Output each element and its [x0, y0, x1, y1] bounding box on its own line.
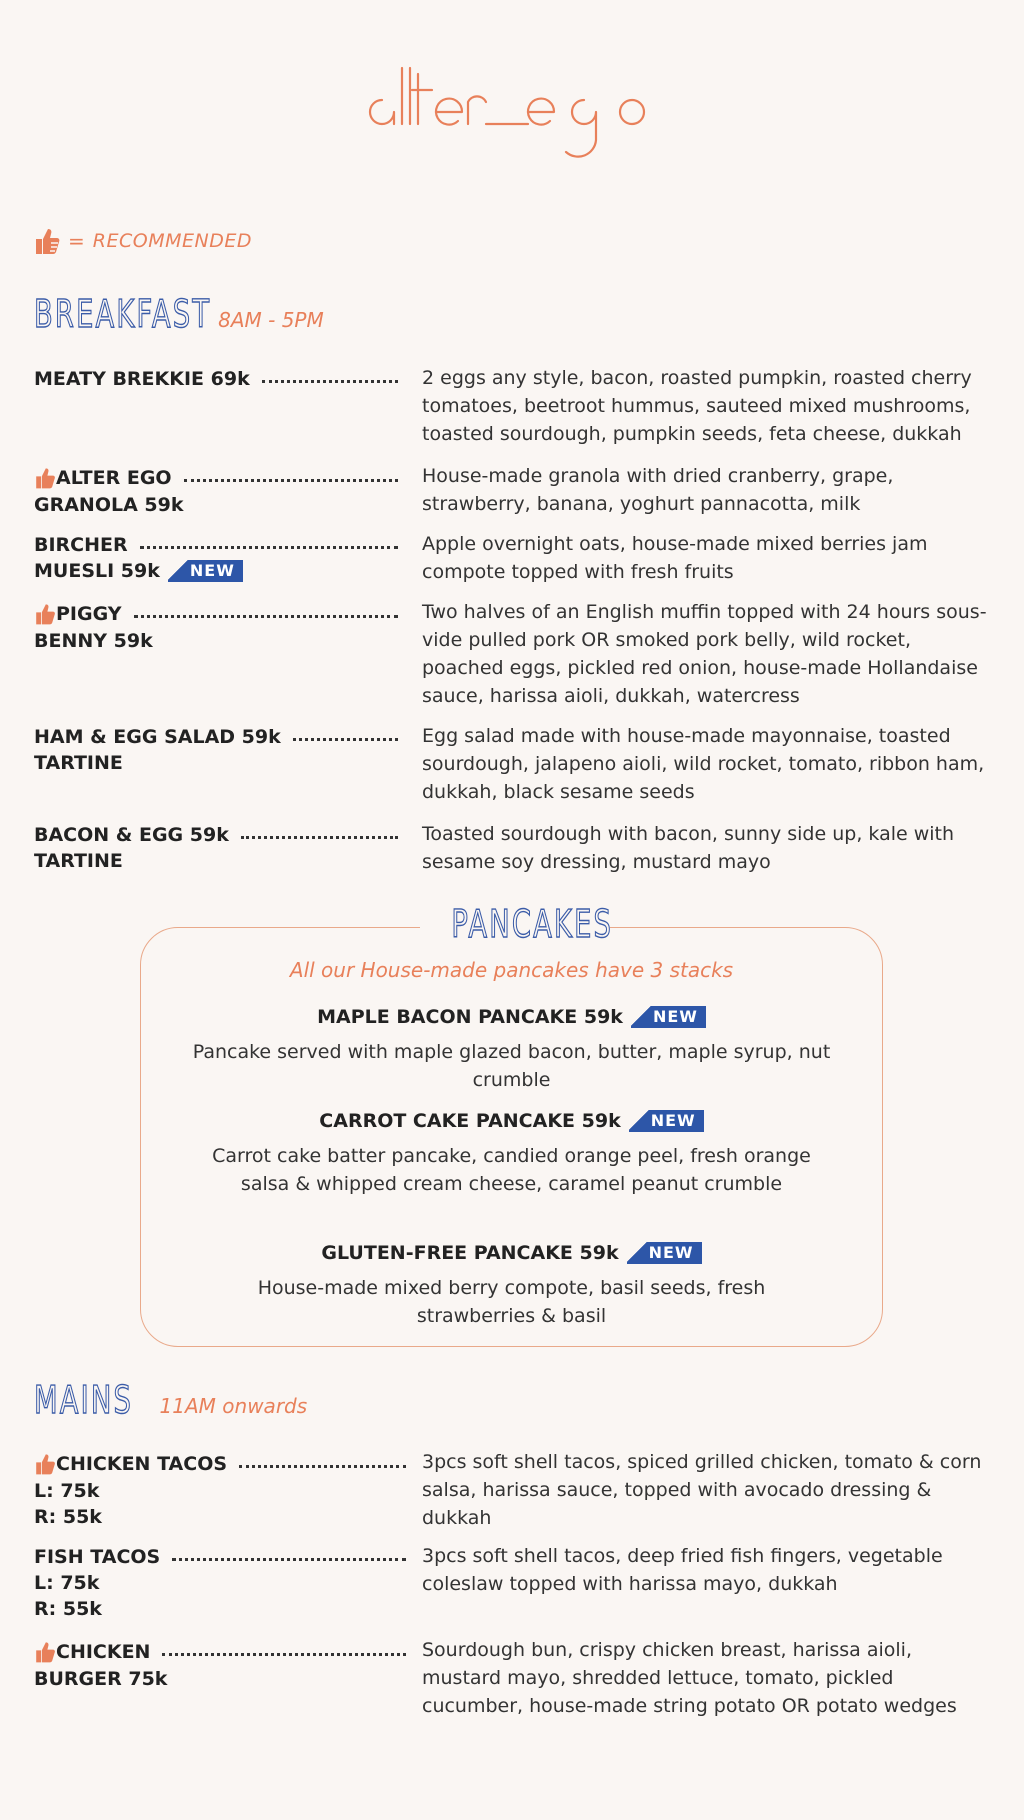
item-name: CHICKEN TACOS	[56, 1453, 228, 1475]
leader-dots	[140, 546, 398, 549]
leader-dots	[134, 615, 398, 618]
menu-item	[34, 726, 994, 806]
brand-logo	[0, 60, 1024, 184]
leader-dots	[293, 738, 398, 741]
pancake-description: Pancake served with maple glazed bacon, butter, maple syrup, nut crumble	[192, 1041, 831, 1091]
menu-item	[34, 1640, 994, 1720]
menu-item	[34, 368, 994, 448]
new-badge: NEW	[168, 560, 243, 582]
item-price-regular: R: 55k	[34, 1506, 102, 1528]
thumbs-up-icon	[34, 226, 60, 256]
item-name: HAM & EGG SALAD 59k	[34, 726, 281, 748]
thumbs-up-icon	[34, 466, 56, 490]
thumbs-up-icon	[34, 1640, 56, 1664]
new-badge: NEW	[631, 1006, 706, 1028]
item-name: CHICKEN	[56, 1641, 151, 1663]
item-description: 2 eggs any style, bacon, roasted pumpkin, roasted cherry tomatoes, beetroot hummus, sauteed mixed mushrooms, toasted sourdough, pumpkin seeds, feta cheese, dukkah	[422, 367, 972, 445]
pancake-item	[180, 1110, 843, 1198]
item-price: MUESLI 59k	[34, 560, 160, 582]
breakfast-header	[34, 292, 324, 336]
item-price: BURGER 75k	[34, 1668, 168, 1690]
item-price: TARTINE	[34, 850, 123, 872]
item-price: BENNY 59k	[34, 630, 153, 652]
menu-item	[34, 1546, 994, 1620]
menu-item	[34, 602, 994, 710]
thumbs-up-icon	[34, 602, 56, 626]
item-name: FISH TACOS	[34, 1546, 161, 1568]
menu-item	[34, 466, 994, 518]
mains-title: MAINS	[34, 1378, 134, 1422]
leader-dots	[262, 380, 398, 383]
item-name: ALTER EGO	[56, 467, 172, 489]
item-price-large: L: 75k	[34, 1480, 100, 1502]
breakfast-hours: 8AM - 5PM	[218, 308, 324, 332]
leader-dots	[184, 479, 398, 482]
mains-hours: 11AM onwards	[159, 1394, 308, 1418]
legend-equals: =	[68, 229, 85, 253]
pancake-description: Carrot cake batter pancake, candied orange peel, fresh orange salsa & whipped cream cheese, caramel peanut crumble	[212, 1145, 811, 1195]
item-description: 3pcs soft shell tacos, deep fried fish fingers, vegetable coleslaw topped with harissa mayo, dukkah	[422, 1545, 943, 1595]
item-description: Egg salad made with house-made mayonnaise, toasted sourdough, jalapeno aioli, wild rocket, tomato, ribbon ham, dukkah, black sesame seeds	[422, 725, 985, 803]
leader-dots	[239, 1465, 406, 1468]
legend	[34, 226, 252, 256]
item-name: MEATY BREKKIE 69k	[34, 368, 250, 390]
pancakes-header	[420, 902, 614, 956]
item-description: 3pcs soft shell tacos, spiced grilled chicken, tomato & corn salsa, harissa sauce, topped with avocado dressing & dukkah	[422, 1451, 982, 1529]
item-name: PIGGY	[56, 603, 122, 625]
leader-dots	[241, 836, 398, 839]
pancake-item	[180, 1006, 843, 1094]
pancake-description: House-made mixed berry compote, basil seeds, fresh strawberries & basil	[257, 1277, 766, 1327]
thumbs-up-icon	[34, 1452, 56, 1476]
pancakes-subtitle: All our House-made pancakes have 3 stacks	[289, 958, 734, 982]
item-price-large: L: 75k	[34, 1572, 100, 1594]
item-description: Apple overnight oats, house-made mixed berries jam compote topped with fresh fruits	[422, 533, 928, 583]
new-badge: NEW	[627, 1242, 702, 1264]
leader-dots	[172, 1558, 406, 1561]
item-description: Sourdough bun, crispy chicken breast, harissa aioli, mustard mayo, shredded lettuce, tomato, pickled cucumber, house-made string potato OR potato wedges	[422, 1639, 957, 1717]
item-description: House-made granola with dried cranberry, grape, strawberry, banana, yoghurt pannacotta, milk	[422, 465, 894, 515]
leader-dots	[162, 1653, 406, 1656]
mains-header	[34, 1378, 307, 1422]
menu-item	[34, 534, 994, 586]
pancake-name: CARROT CAKE PANCAKE 59k	[319, 1110, 621, 1132]
alter-ego-logo-icon	[352, 60, 672, 180]
pancake-name: MAPLE BACON PANCAKE 59k	[317, 1006, 623, 1028]
pancake-item	[180, 1242, 843, 1330]
menu-item	[34, 1452, 994, 1532]
menu-item	[34, 824, 994, 876]
pancakes-title: PANCAKES	[451, 902, 614, 946]
breakfast-title: BREAKFAST	[34, 292, 212, 336]
item-price: TARTINE	[34, 752, 123, 774]
item-name: BACON & EGG 59k	[34, 824, 229, 846]
item-description: Toasted sourdough with bacon, sunny side up, kale with sesame soy dressing, mustard mayo	[422, 823, 955, 873]
legend-label: RECOMMENDED	[92, 230, 252, 252]
pancake-name: GLUTEN-FREE PANCAKE 59k	[321, 1242, 619, 1264]
item-name: BIRCHER	[34, 534, 128, 556]
new-badge: NEW	[629, 1110, 704, 1132]
item-price-regular: R: 55k	[34, 1598, 102, 1620]
item-price: GRANOLA 59k	[34, 494, 184, 516]
item-description: Two halves of an English muffin topped with 24 hours sous-vide pulled pork OR smoked pork belly, wild rocket, poached eggs, pickled red onion, house-made Hollandaise sauce, harissa aioli, dukkah, watercress	[422, 601, 987, 707]
